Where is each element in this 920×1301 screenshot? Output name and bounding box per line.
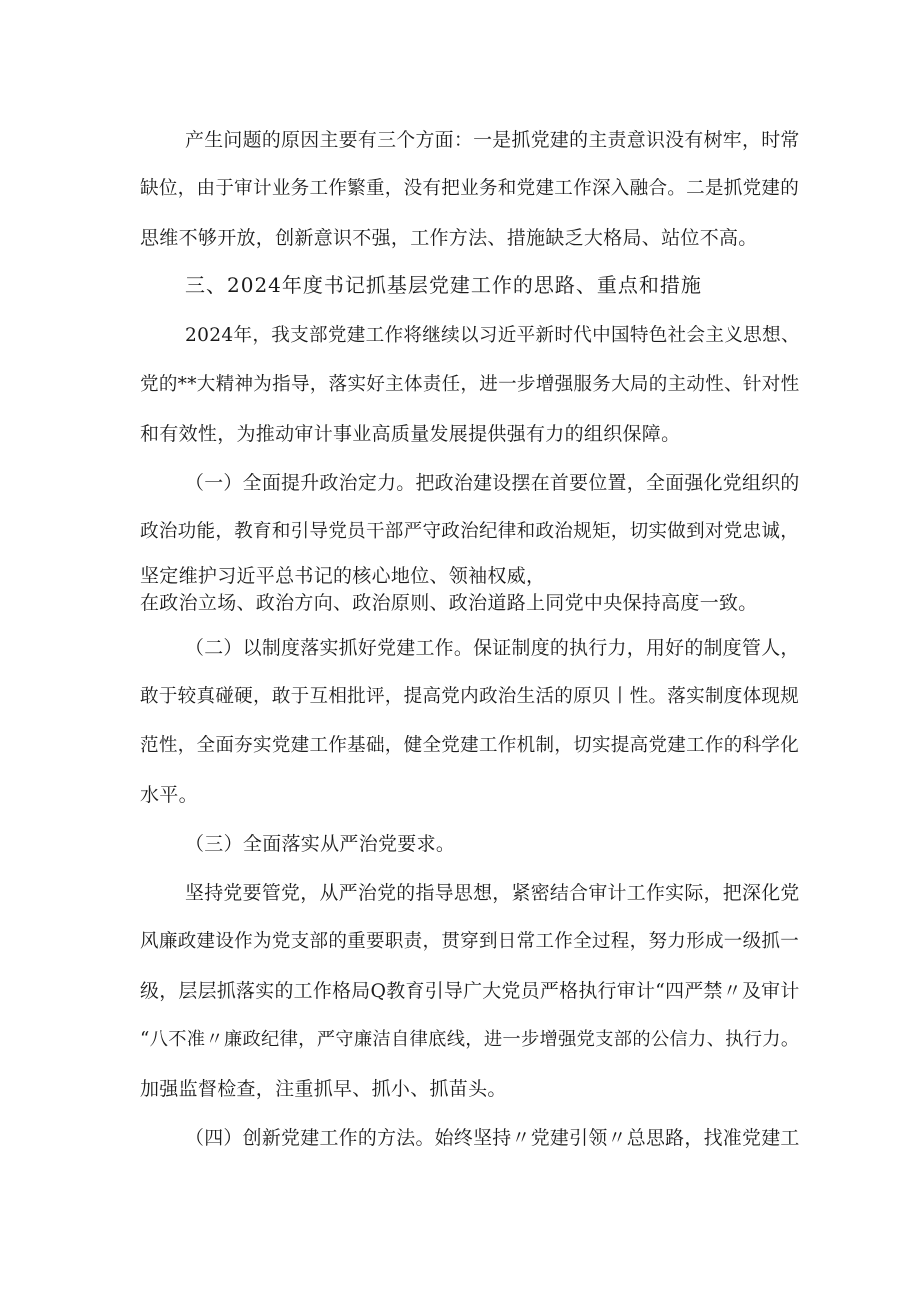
text-line: 政治功能，教育和引导党员干部严守政治纪律和政治规矩，切实做到对党忠诚， [140,521,800,542]
text-line: 2024年，我支部党建工作将继续以习近平新时代中国特色社会主义思想、 [185,325,800,346]
text-line: 和有效性，为推动审计事业高质量发展提供强有力的组织保障。 [140,423,681,445]
text-line: 产生问题的原因主要有三个方面：一是抓党建的主责意识没有树牢，时常 [185,129,800,151]
text-line: 坚定维护习近平总书记的核心地位、领袖权威， [140,565,546,587]
text-line: “八不准〃廉政纪律，严守廉洁自律底线，进一步增强党支部的公信力、执行力。 [140,1029,800,1050]
text-line: 坚持党要管党，从严治党的指导思想，紧密结合审计工作实际，把深化党 [185,882,800,904]
subsection-line: （一）全面提升政治定力。把政治建设摆在首要位置，全面强化党组织的 [185,472,800,494]
text-line: 加强监督检查，注重抓早、抓小、抓苗头。 [140,1078,507,1100]
subsection-line: （二）以制度落实抓好党建工作。保证制度的执行力，用好的制度管人， [185,637,800,659]
text-line: 思维不够开放，创新意识不强，工作方法、措施缺乏大格局、站位不高。 [140,227,758,249]
text-line: 范性，全面夯实党建工作基础，健全党建工作机制，切实提高党建工作的科学化 [140,735,800,756]
subsection-line: （四）创新党建工作的方法。始终坚持〃党建引领〃总思路，找准党建工 [185,1127,800,1149]
text-line: 水平。 [140,784,198,806]
section-heading: 三、2024年度书记抓基层党建工作的思路、重点和措施 [185,273,702,297]
text-line: 在政治立场、政治方向、政治原则、政治道路上同党中央保持高度一致。 [140,592,758,614]
text-line: 缺位，由于审计业务工作繁重，没有把业务和党建工作深入融合。二是抓党建的 [140,178,800,199]
text-line: 敢于较真碰硬，敢于互相批评，提高党内政治生活的原贝丨性。落实制度体现规 [140,686,800,707]
text-line: 风廉政建设作为党支部的重要职责，贯穿到日常工作全过程，努力形成一级抓一 [140,931,800,952]
text-line: 级，层层抓落实的工作格局Q教育引导广大党员严格执行审计“四严禁〃及审计 [140,980,800,1002]
subsection-line: （三）全面落实从严治党要求。 [185,833,456,855]
text-line: 党的**大精神为指导，落实好主体责任，进一步增强服务大局的主动性、针对性 [140,374,800,395]
